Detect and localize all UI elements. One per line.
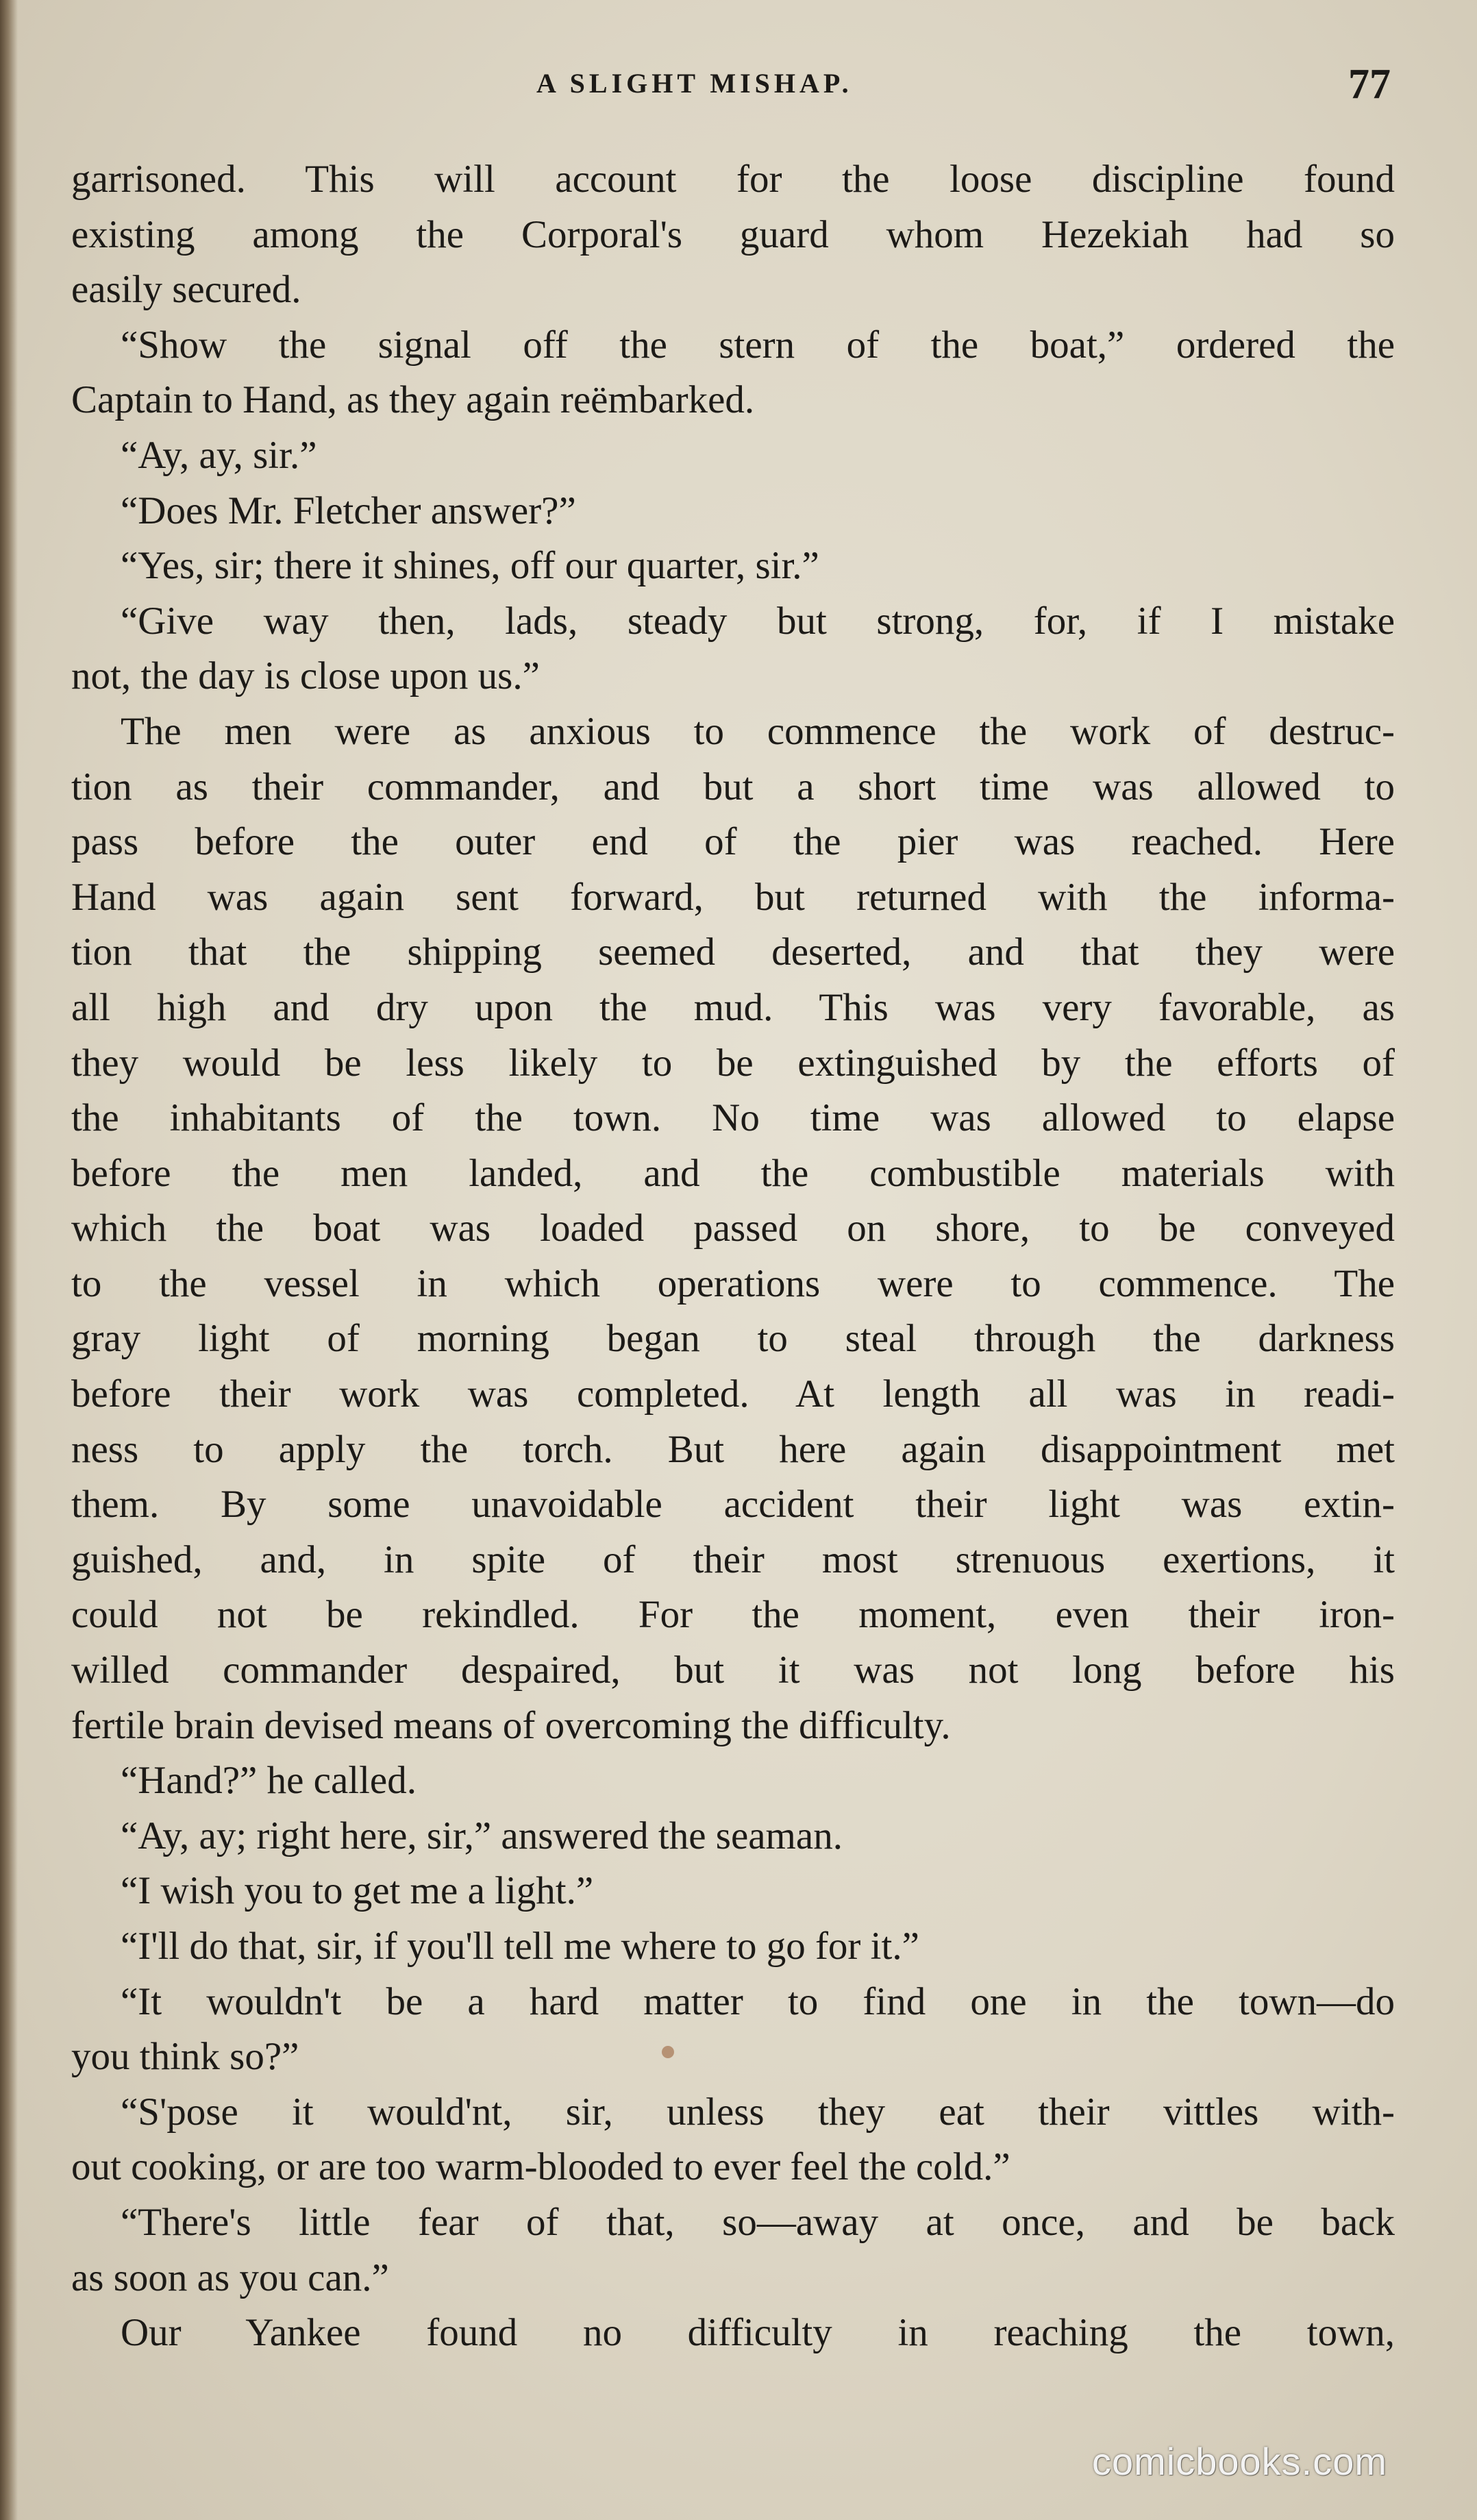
text-line: Our Yankee found no difficulty in reaching the town,	[121, 2311, 1395, 2355]
text-line: willed commander despaired, but it was not long before his	[71, 1648, 1395, 1692]
text-line: “Show the signal off the stern of the boat,” ordered the	[121, 323, 1395, 367]
text-line: “Give way then, lads, steady but strong, for, if I mistake	[121, 599, 1395, 643]
text-line: to the vessel in which operations were to commence. The	[71, 1261, 1395, 1305]
text-line: tion that the shipping seemed deserted, and that they were	[71, 930, 1395, 974]
text-line: not, the day is close upon us.”	[71, 654, 540, 698]
text-line: fertile brain devised means of overcoming the difficulty.	[71, 1703, 951, 1747]
text-line: guished, and, in spite of their most strenuous exertions, it	[71, 1537, 1395, 1581]
text-line: garrisoned. This will account for the loose discipline found	[71, 158, 1395, 201]
running-title: A SLIGHT MISHAP.	[536, 68, 853, 99]
text-line: which the boat was loaded passed on shore, to be conveyed	[71, 1207, 1395, 1250]
text-line: “Hand?” he called.	[121, 1759, 417, 1803]
text-line: pass before the outer end of the pier was reached. Here	[71, 820, 1395, 864]
text-line: “S'pose it would'nt, sir, unless they eat their vittles with-	[121, 2090, 1395, 2134]
text-line: “I'll do that, sir, if you'll tell me where to go for it.”	[121, 1925, 919, 1968]
text-line: “I wish you to get me a light.”	[121, 1869, 594, 1913]
text-line: “Does Mr. Fletcher answer?”	[121, 489, 576, 532]
text-line: “There's little fear of that, so—away at once, and be back	[121, 2200, 1395, 2244]
text-line: before their work was completed. At length all was in readi-	[71, 1372, 1395, 1416]
text-line: them. By some unavoidable accident their light was extin-	[71, 1483, 1395, 1527]
body-text	[71, 152, 1395, 2361]
paper-stain	[662, 2046, 674, 2058]
text-line: you think so?”	[71, 2035, 299, 2079]
text-line: Captain to Hand, as they again reëmbarked.	[71, 378, 755, 422]
text-line: all high and dry upon the mud. This was very favorable, as	[71, 985, 1395, 1029]
text-line: “Ay, ay, sir.”	[121, 433, 317, 477]
text-line: before the men landed, and the combustible materials with	[71, 1151, 1395, 1195]
watermark: comicbooks.com	[1092, 2440, 1388, 2483]
text-line: existing among the Corporal's guard whom Hezekiah had so	[71, 212, 1395, 256]
text-line: Hand was again sent forward, but returned with the informa-	[71, 875, 1395, 919]
text-line: they would be less likely to be extinguished by the efforts of	[71, 1041, 1395, 1085]
text-line: the inhabitants of the town. No time was allowed to elapse	[71, 1096, 1395, 1140]
text-line: could not be rekindled. For the moment, even their iron-	[71, 1593, 1395, 1637]
text-line: gray light of morning began to steal through the darkness	[71, 1317, 1395, 1361]
page-number: 77	[1348, 61, 1391, 108]
text-line: ness to apply the torch. But here again disappointment met	[71, 1427, 1395, 1471]
text-line: “It wouldn't be a hard matter to find one in the town—do	[121, 1979, 1395, 2023]
text-line: tion as their commander, and but a short time was allowed to	[71, 765, 1395, 808]
text-line: “Yes, sir; there it shines, off our quarter, sir.”	[121, 544, 819, 588]
running-head	[0, 60, 1477, 115]
text-line: “Ay, ay; right here, sir,” answered the seaman.	[121, 1814, 843, 1857]
text-line: out cooking, or are too warm-blooded to ever feel the cold.”	[71, 2145, 1010, 2189]
text-line: as soon as you can.”	[71, 2256, 389, 2299]
text-line: The men were as anxious to commence the work of destruc-	[121, 709, 1395, 753]
text-line: easily secured.	[71, 268, 301, 312]
page-binding-edge	[0, 0, 18, 2520]
